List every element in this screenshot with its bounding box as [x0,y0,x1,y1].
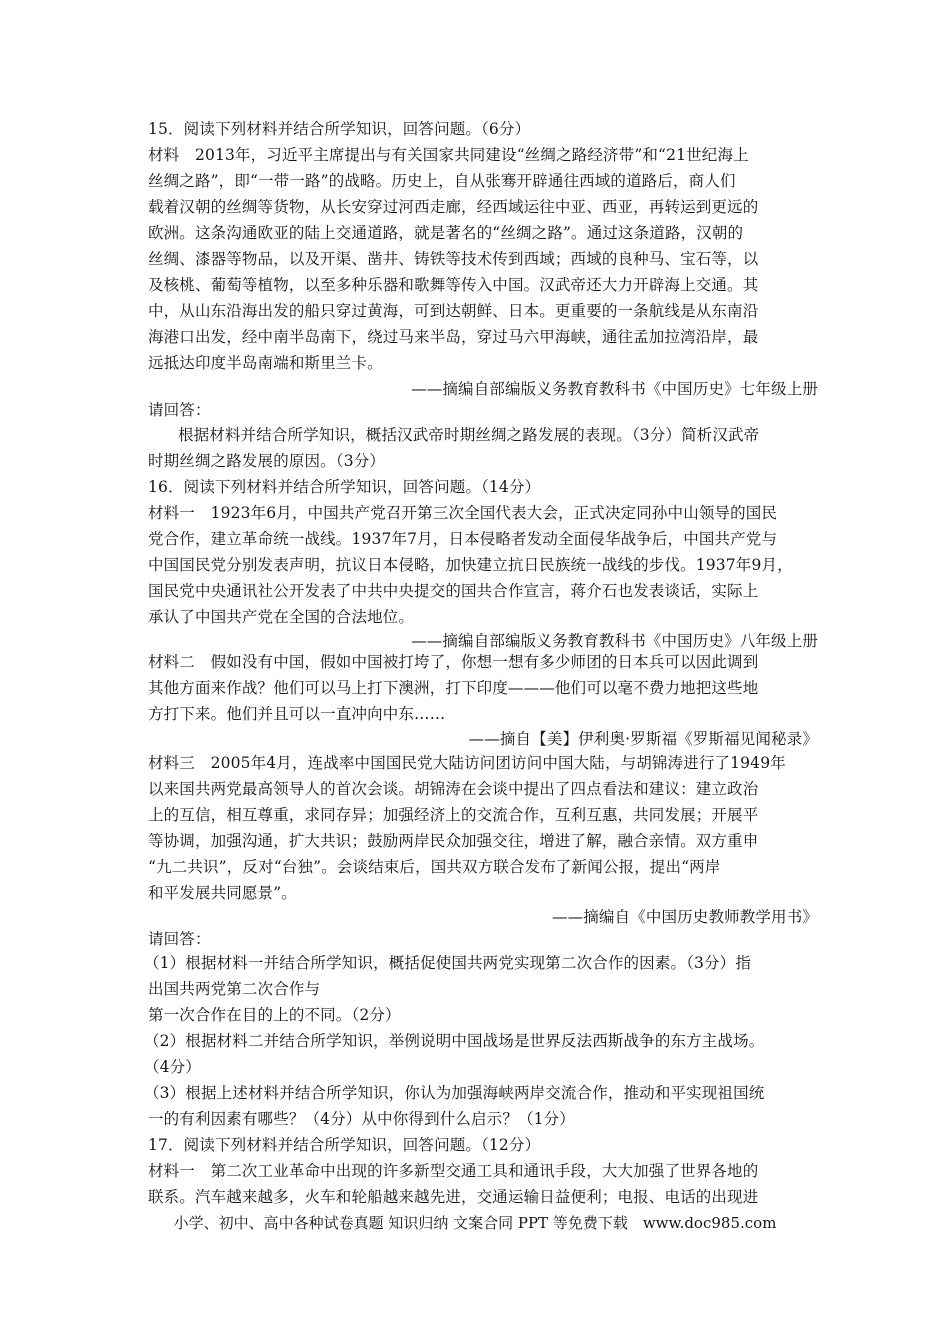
q16-material-1-line: 材料一 1923年6月，中国共产党召开第三次全国代表大会，正式决定同孙中山领导的国民 [148,504,778,522]
q15-question-line: 时期丝绸之路发展的原因。（3分） [148,452,386,470]
q16-material-1-line: 中国国民党分别发表声明，抗议日本侵略，加快建立抗日民族统一战线的步伐。1937年9月， [148,556,793,574]
q15-source-citation: ——摘编自部编版义务教育教科书《中国历史》七年级上册 [411,380,818,398]
q15-material-line: 海港口出发，经中南半岛南下，绕过马来半岛，穿过马六甲海峡，通往孟加拉湾沿岸，最 [148,328,759,346]
q16-subquestion-3-line: （3）根据上述材料并结合所学知识，你认为加强海峡两岸交流合作，推动和平实现祖国统 [144,1084,765,1102]
question-17-heading: 17．阅读下列材料并结合所学知识，回答问题。（12分） [148,1136,541,1154]
q17-material-1-line: 材料一 第二次工业革命中出现的许多新型交通工具和通讯手段，大大加强了世界各地的 [148,1162,759,1180]
q15-material-line: 远抵达印度半岛南端和斯里兰卡。 [148,354,383,372]
q15-material-line: 丝绸、漆器等物品，以及开渠、凿井、铸铁等技术传到西域；西域的良种马、宝石等，以 [148,250,759,268]
q16-subquestion-2-line: （2）根据材料二并结合所学知识，举例说明中国战场是世界反法西斯战争的东方主战场。 [144,1032,765,1050]
q15-material-line: 中，从山东沿海出发的船只穿过黄海，可到达朝鲜、日本。更重要的一条航线是从东南沿 [148,302,759,320]
q15-material-line: 欧洲。这条沟通欧亚的陆上交通道路，就是著名的“丝绸之路”。通过这条道路，汉朝的 [148,224,744,242]
q16-subquestion-1-line: （1）根据材料一并结合所学知识，概括促使国共两党实现第二次合作的因素。（3分）指 [144,954,751,972]
q16-material-3-line: 材料三 2005年4月，连战率中国国民党大陆访问团访问中国大陆，与胡锦涛进行了1949年 [148,754,786,772]
q17-material-1-line: 联系。汽车越来越多，火车和轮船越来越先进，交通运输日益便利；电报、电话的出现进 [148,1188,759,1206]
q16-material-3-line: 和平发展共同愿景”。 [148,884,297,902]
q15-material-line: 丝绸之路”，即“一带一路”的战略。历史上，自从张骞开辟通往西域的道路后，商人们 [148,172,736,190]
q16-prompt-label: 请回答： [148,930,211,948]
q16-material-3-line: “九二共识”，反对“台独”。会谈结束后，国共双方联合发布了新闻公报，提出“两岸 [148,858,721,876]
q15-material-line: 材料 2013年，习近平主席提出与有关国家共同建设“丝绸之路经济带”和“21世纪海上 [148,146,749,164]
q16-source-citation-3: ——摘编自《中国历史教师教学用书》 [551,908,818,926]
q15-material-line: 及核桃、葡萄等植物，以至多种乐器和歌舞等传入中国。汉武帝还大力开辟海上交通。其 [148,276,759,294]
q15-material-line: 载着汉朝的丝绸等货物，从长安穿过河西走廊，经西域运往中亚、西亚，再转运到更远的 [148,198,759,216]
q16-subquestion-2-line: （4分） [144,1058,201,1076]
q16-material-3-line: 等协调，加强沟通，扩大共识；鼓励两岸民众加强交往，增进了解，融合亲情。双方重申 [148,832,759,850]
q16-material-1-line: 承认了中国共产党在全国的合法地位。 [148,608,415,626]
question-16-heading: 16．阅读下列材料并结合所学知识，回答问题。（14分） [148,478,541,496]
q16-material-1-line: 党合作，建立革命统一战线。1937年7月，日本侵略者发动全面侵华战争后，中国共产党与 [148,530,778,548]
q16-material-1-line: 国民党中央通讯社公开发表了中共中央提交的国共合作宣言，蒋介石也发表谈话，实际上 [148,582,759,600]
q15-prompt-label: 请回答： [148,401,211,419]
q16-subquestion-1-line: 第一次合作在目的上的不同。（2分） [148,1006,401,1024]
q16-subquestion-1-line: 出国共两党第二次合作与 [148,980,321,998]
question-15-heading: 15．阅读下列材料并结合所学知识，回答问题。（6分） [148,120,531,138]
q16-source-citation-2: ——摘自【美】伊利奥·罗斯福《罗斯福见闻秘录》 [468,730,818,748]
q16-material-3-line: 以来国共两党最高领导人的首次会谈。胡锦涛在会谈中提出了四点看法和建议：建立政治 [148,780,759,798]
page-footer: 小学、初中、高中各种试卷真题 知识归纳 文案合同 PPT 等免费下载 www.doc985.com [173,1214,777,1232]
q16-material-2-line: 方打下来。他们并且可以一直冲向中东…… [148,705,446,723]
q16-subquestion-3-line: 一的有利因素有哪些？（4分）从中你得到什么启示？（1分） [148,1110,575,1128]
q16-material-2-line: 材料二 假如没有中国，假如中国被打垮了，你想一想有多少师团的日本兵可以因此调到 [148,653,759,671]
q16-material-2-line: 其他方面来作战？他们可以马上打下澳洲，打下印度———他们可以毫不费力地把这些地 [148,679,759,697]
q16-source-citation-1: ——摘编自部编版义务教育教科书《中国历史》八年级上册 [411,632,818,650]
q15-question-line: 根据材料并结合所学知识，概括汉武帝时期丝绸之路发展的表现。（3分）简析汉武帝 [178,426,760,444]
q16-material-3-line: 上的互信，相互尊重，求同存异；加强经济上的交流合作，互利互惠，共同发展；开展平 [148,806,759,824]
